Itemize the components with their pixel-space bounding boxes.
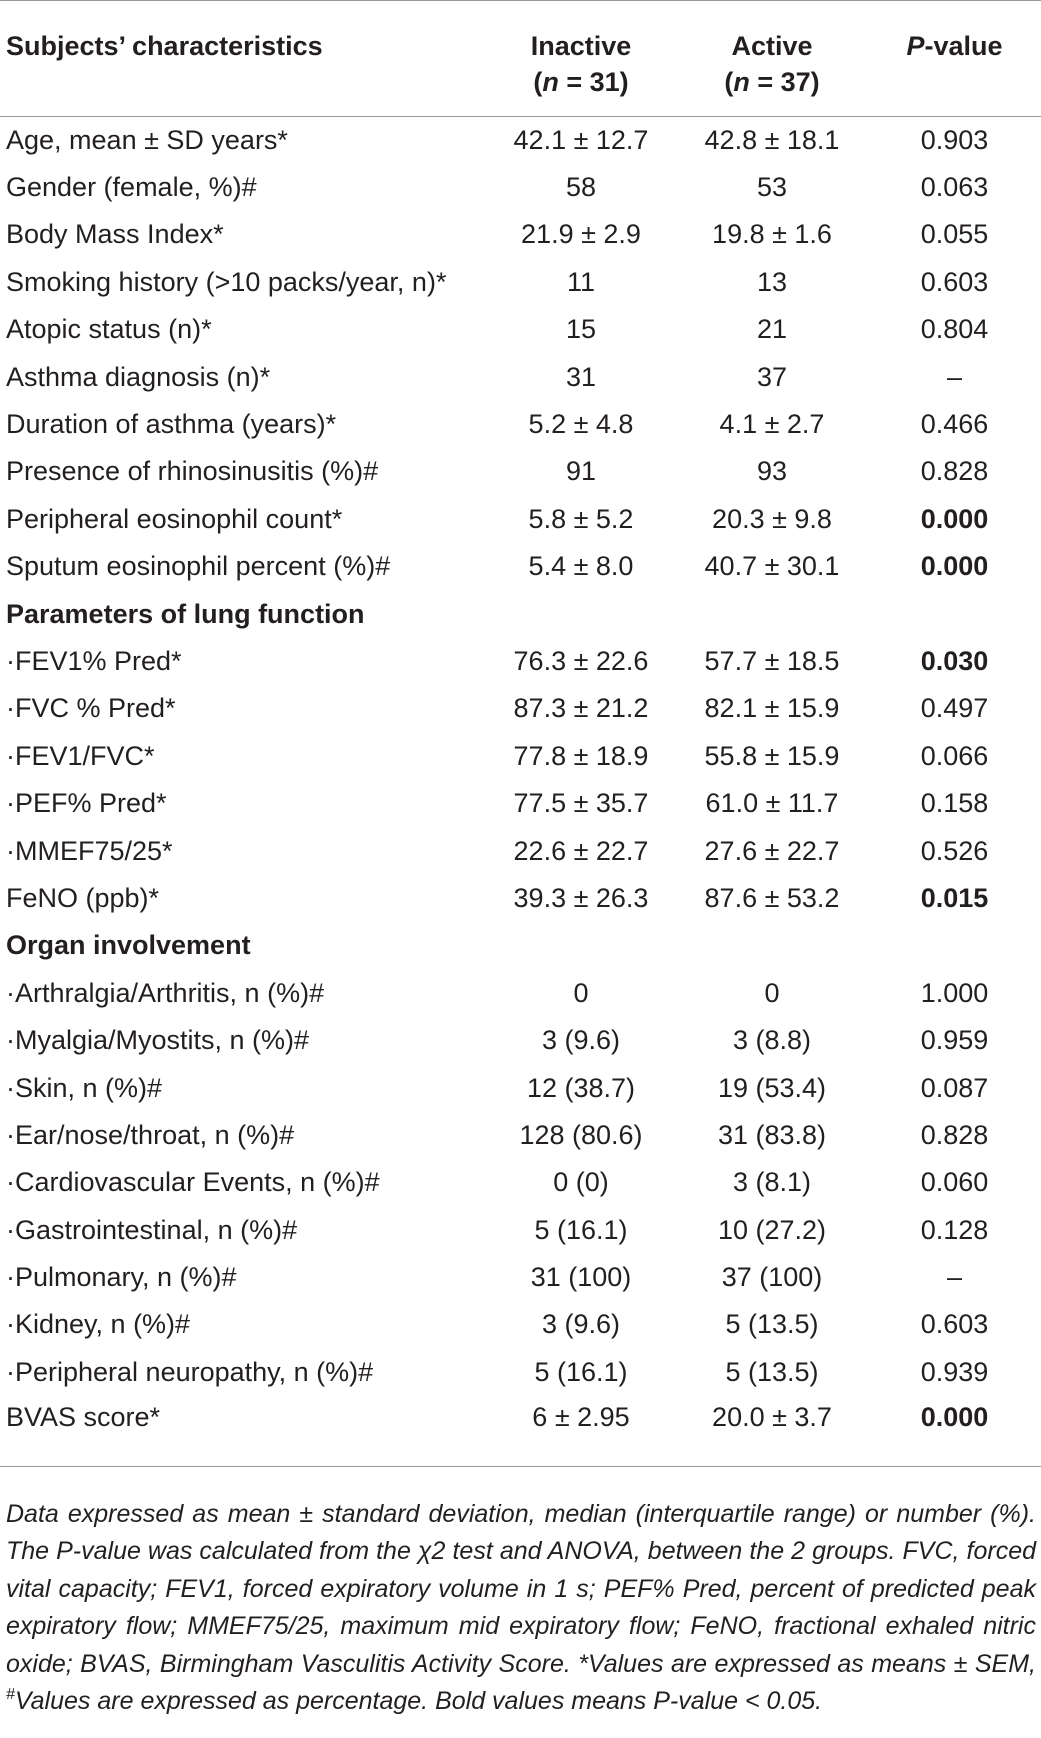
active-value: 87.6 ± 53.2 bbox=[704, 882, 840, 913]
header-characteristics: Subjects’ characteristics bbox=[0, 1, 486, 117]
row-label: Presence of rhinosinusitis (%)# bbox=[6, 456, 379, 487]
inactive-value: 39.3 ± 26.3 bbox=[513, 882, 649, 913]
inactive-value: 0 bbox=[573, 977, 589, 1008]
table-row bbox=[0, 827, 1041, 874]
inactive-value: 5.2 ± 4.8 bbox=[528, 409, 634, 440]
active-value: 3 (8.1) bbox=[732, 1167, 812, 1198]
inactive-value: 6 ± 2.95 bbox=[532, 1402, 630, 1433]
active-value: 21 bbox=[756, 314, 788, 345]
inactive-value: 58 bbox=[565, 172, 597, 203]
inactive-value: 22.6 ± 22.7 bbox=[513, 835, 649, 866]
row-label: Duration of asthma (years)* bbox=[6, 409, 337, 440]
active-value: 55.8 ± 15.9 bbox=[704, 740, 840, 771]
p-value: 0.015 bbox=[920, 882, 989, 913]
active-value: 3 (8.8) bbox=[732, 1025, 812, 1056]
active-value: 5 (13.5) bbox=[725, 1309, 819, 1340]
row-label: ·FVC % Pred* bbox=[6, 693, 176, 724]
p-value: 0.939 bbox=[920, 1356, 989, 1387]
p-value: 0.828 bbox=[920, 456, 989, 487]
active-value: 13 bbox=[756, 266, 788, 297]
table-row bbox=[0, 1159, 1041, 1206]
table-row bbox=[0, 970, 1041, 1017]
inactive-value: 3 (9.6) bbox=[541, 1309, 621, 1340]
p-value: 0.000 bbox=[920, 551, 989, 582]
table-row bbox=[0, 1254, 1041, 1301]
table-row bbox=[0, 1301, 1041, 1348]
row-label: ·Myalgia/Myostits, n (%)# bbox=[6, 1025, 310, 1056]
row-label: ·MMEF75/25* bbox=[6, 835, 173, 866]
table-row bbox=[0, 638, 1041, 685]
row-label: FeNO (ppb)* bbox=[6, 882, 160, 913]
inactive-value: 91 bbox=[565, 456, 597, 487]
table-footnote: Data expressed as mean ± standard deviation, median (interquartile range) or number (%). The P-value was calculated from the χ2 test and ANOVA, between the 2 groups. FVC, forced vital capacity; FEV1, forced expiratory volume in 1 s; PEF% Pred, percent of predicted peak expiratory flow; MMEF75/25, maximum mid expiratory flow; FeNO, fractional exhaled nitric oxide; BVAS, Birmingham Vasculitis Activity Score. *Values are expressed as means ± SEM, #Values are expressed as percentage. Bold values means P-value < 0.05. bbox=[6, 1500, 1036, 1716]
row-label: ·Arthralgia/Arthritis, n (%)# bbox=[6, 977, 325, 1008]
row-label: Atopic status (n)* bbox=[6, 314, 212, 345]
inactive-value: 5.8 ± 5.2 bbox=[528, 503, 634, 534]
p-value: 0.804 bbox=[920, 314, 989, 345]
row-label: ·Peripheral neuropathy, n (%)# bbox=[6, 1356, 374, 1387]
table-row bbox=[0, 1206, 1041, 1253]
p-value: 0.158 bbox=[920, 788, 989, 819]
table-body bbox=[0, 117, 1041, 1444]
inactive-value: 76.3 ± 22.6 bbox=[513, 645, 649, 676]
inactive-value: 128 (80.6) bbox=[519, 1119, 643, 1150]
inactive-value: 21.9 ± 2.9 bbox=[521, 219, 641, 250]
inactive-value: 3 (9.6) bbox=[541, 1025, 621, 1056]
p-value: 0.828 bbox=[920, 1119, 989, 1150]
table-header-row bbox=[0, 1, 1041, 117]
p-value: 0.000 bbox=[920, 503, 989, 534]
section-heading: Organ involvement bbox=[6, 930, 251, 961]
row-label: Peripheral eosinophil count* bbox=[6, 503, 343, 534]
p-value: – bbox=[946, 1262, 963, 1293]
active-value: 19 (53.4) bbox=[717, 1072, 827, 1103]
p-value: 0.603 bbox=[920, 1309, 989, 1340]
table-row bbox=[0, 306, 1041, 353]
p-value: 0.128 bbox=[920, 1214, 989, 1245]
active-value: 42.8 ± 18.1 bbox=[704, 124, 840, 155]
active-value: 40.7 ± 30.1 bbox=[704, 551, 840, 582]
row-label: ·Gastrointestinal, n (%)# bbox=[6, 1214, 298, 1245]
table-row bbox=[0, 1112, 1041, 1159]
p-value: 0.000 bbox=[920, 1402, 989, 1433]
table-row bbox=[0, 496, 1041, 543]
inactive-value: 31 bbox=[565, 361, 597, 392]
row-label: ·Skin, n (%)# bbox=[6, 1072, 163, 1103]
table-row bbox=[0, 353, 1041, 400]
section-row bbox=[0, 590, 1041, 637]
row-label: ·FEV1/FVC* bbox=[6, 740, 155, 771]
table-row bbox=[0, 780, 1041, 827]
active-value: 53 bbox=[756, 172, 788, 203]
p-value: 0.603 bbox=[920, 266, 989, 297]
row-label: Asthma diagnosis (n)* bbox=[6, 361, 271, 392]
section-row bbox=[0, 922, 1041, 969]
inactive-value: 42.1 ± 12.7 bbox=[513, 124, 649, 155]
table-row bbox=[0, 1349, 1041, 1396]
inactive-value: 12 (38.7) bbox=[526, 1072, 636, 1103]
header-active: Active (n = 37) bbox=[676, 1, 868, 117]
active-value: 4.1 ± 2.7 bbox=[719, 409, 825, 440]
active-value: 20.3 ± 9.8 bbox=[712, 503, 832, 534]
row-label: ·Kidney, n (%)# bbox=[6, 1309, 191, 1340]
row-label: ·FEV1% Pred* bbox=[6, 645, 182, 676]
inactive-value: 77.5 ± 35.7 bbox=[513, 788, 649, 819]
row-label: Smoking history (>10 packs/year, n)* bbox=[6, 266, 447, 297]
row-label: BVAS score* bbox=[6, 1402, 161, 1433]
row-label: ·PEF% Pred* bbox=[6, 788, 167, 819]
active-value: 31 (83.8) bbox=[717, 1119, 827, 1150]
p-value: 0.497 bbox=[920, 693, 989, 724]
p-value: 0.526 bbox=[920, 835, 989, 866]
active-value: 5 (13.5) bbox=[725, 1356, 819, 1387]
table-row bbox=[0, 685, 1041, 732]
inactive-value: 15 bbox=[565, 314, 597, 345]
row-label: ·Pulmonary, n (%)# bbox=[6, 1262, 237, 1293]
table-row bbox=[0, 875, 1041, 922]
active-value: 37 (100) bbox=[721, 1262, 823, 1293]
row-label: Sputum eosinophil percent (%)# bbox=[6, 551, 391, 582]
inactive-value: 5 (16.1) bbox=[534, 1214, 628, 1245]
table-row bbox=[0, 211, 1041, 258]
active-value: 27.6 ± 22.7 bbox=[704, 835, 840, 866]
active-value: 0 bbox=[764, 977, 780, 1008]
row-label: Age, mean ± SD years* bbox=[6, 124, 288, 155]
p-value: – bbox=[946, 361, 963, 392]
table-row bbox=[0, 117, 1041, 164]
table-row bbox=[0, 1064, 1041, 1111]
active-value: 20.0 ± 3.7 bbox=[712, 1402, 832, 1433]
inactive-value: 31 (100) bbox=[530, 1262, 632, 1293]
p-value: 0.903 bbox=[920, 124, 989, 155]
p-value: 0.055 bbox=[920, 219, 989, 250]
active-value: 93 bbox=[756, 456, 788, 487]
row-label: ·Cardiovascular Events, n (%)# bbox=[6, 1167, 380, 1198]
inactive-value: 5.4 ± 8.0 bbox=[528, 551, 634, 582]
table-row bbox=[0, 543, 1041, 590]
header-p-value: P-value bbox=[868, 1, 1041, 117]
active-value: 37 bbox=[756, 361, 788, 392]
table-row bbox=[0, 1396, 1041, 1443]
inactive-value: 0 (0) bbox=[553, 1167, 609, 1198]
active-value: 10 (27.2) bbox=[717, 1214, 827, 1245]
active-value: 57.7 ± 18.5 bbox=[704, 645, 840, 676]
p-value: 0.066 bbox=[920, 740, 989, 771]
table-row bbox=[0, 733, 1041, 780]
p-value: 0.466 bbox=[920, 409, 989, 440]
active-value: 82.1 ± 15.9 bbox=[704, 693, 840, 724]
row-label: ·Ear/nose/throat, n (%)# bbox=[6, 1119, 295, 1150]
header-inactive: Inactive (n = 31) bbox=[486, 1, 676, 117]
table-row bbox=[0, 1017, 1041, 1064]
active-value: 19.8 ± 1.6 bbox=[712, 219, 832, 250]
table-row bbox=[0, 259, 1041, 306]
p-value: 0.060 bbox=[920, 1167, 989, 1198]
table-row bbox=[0, 401, 1041, 448]
active-value: 61.0 ± 11.7 bbox=[705, 788, 839, 819]
inactive-value: 87.3 ± 21.2 bbox=[513, 693, 649, 724]
inactive-value: 11 bbox=[566, 266, 596, 297]
footnote-divider bbox=[0, 1466, 1041, 1467]
inactive-value: 5 (16.1) bbox=[534, 1356, 628, 1387]
table-row bbox=[0, 448, 1041, 495]
p-value: 1.000 bbox=[920, 977, 989, 1008]
section-heading: Parameters of lung function bbox=[6, 598, 365, 629]
inactive-value: 77.8 ± 18.9 bbox=[513, 740, 649, 771]
row-label: Body Mass Index* bbox=[6, 219, 224, 250]
row-label: Gender (female, %)# bbox=[6, 172, 257, 203]
p-value: 0.087 bbox=[920, 1072, 989, 1103]
p-value: 0.959 bbox=[920, 1025, 989, 1056]
table-row bbox=[0, 164, 1041, 211]
p-value: 0.030 bbox=[920, 645, 989, 676]
p-value: 0.063 bbox=[920, 172, 989, 203]
